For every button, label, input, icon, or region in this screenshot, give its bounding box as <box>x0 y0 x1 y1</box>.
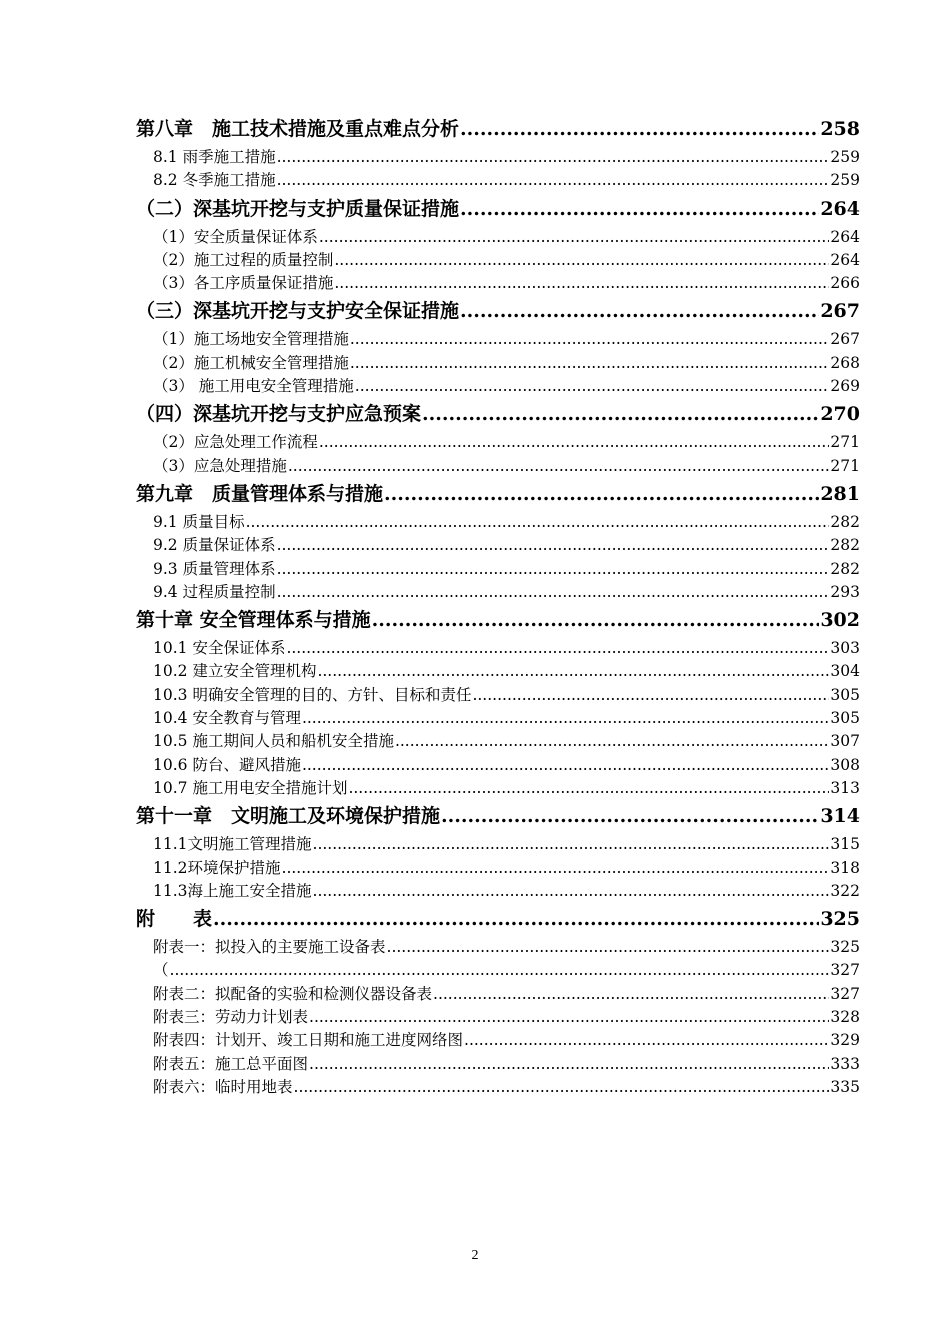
toc-section-entry[interactable] <box>136 431 860 454</box>
toc-entry-label: 10.6 防台、避风措施 <box>153 755 301 774</box>
toc-section-entry[interactable] <box>136 352 860 375</box>
toc-entry-page: 307 <box>830 732 860 751</box>
toc-section-entry[interactable] <box>136 249 860 272</box>
toc-leader-dots <box>433 983 829 1006</box>
toc-leader-dots <box>309 1006 829 1029</box>
toc-section-entry[interactable] <box>136 558 860 581</box>
toc-entry-label: 11.1文明施工管理措施 <box>153 835 312 854</box>
toc-section-entry[interactable] <box>136 684 860 707</box>
toc-entry-label: 10.3 明确安全管理的目的、方针、目标和责任 <box>153 685 472 704</box>
toc-leader-dots <box>395 730 829 753</box>
toc-leader-dots <box>170 959 830 982</box>
toc-leader-dots <box>384 478 819 511</box>
toc-entry-page: 318 <box>830 858 860 877</box>
toc-leader-dots <box>213 903 819 936</box>
toc-chapter-entry[interactable] <box>136 113 860 146</box>
toc-section-entry[interactable] <box>136 833 860 856</box>
toc-entry-page: 258 <box>820 118 860 140</box>
toc-section-entry[interactable] <box>136 637 860 660</box>
toc-entry-label: （3）各工序质量保证措施 <box>153 274 334 293</box>
toc-section-entry[interactable] <box>136 983 860 1006</box>
toc-entry-page: 329 <box>830 1031 860 1050</box>
toc-leader-dots <box>422 398 819 431</box>
toc-section-entry[interactable] <box>136 581 860 604</box>
toc-leader-dots <box>288 455 830 478</box>
toc-section-entry[interactable] <box>136 730 860 753</box>
toc-chapter-entry[interactable] <box>136 478 860 511</box>
toc-leader-dots <box>277 146 830 169</box>
toc-section-entry[interactable] <box>136 880 860 903</box>
toc-section-entry[interactable] <box>136 1029 860 1052</box>
toc-entry-page: 267 <box>820 300 860 323</box>
toc-entry-page: 335 <box>830 1077 860 1096</box>
toc-entry-label: （2）应急处理工作流程 <box>153 433 318 452</box>
toc-section-entry[interactable] <box>136 936 860 959</box>
toc-section-entry[interactable] <box>136 226 860 249</box>
toc-chapter-entry[interactable] <box>136 295 860 328</box>
toc-entry-label: （1）安全质量保证体系 <box>153 227 318 246</box>
toc-entry-page: 328 <box>830 1008 860 1027</box>
toc-entry-label: （四）深基坑开挖与支护应急预案 <box>136 403 422 426</box>
toc-section-entry[interactable] <box>136 534 860 557</box>
toc-section-entry[interactable] <box>136 959 860 982</box>
toc-section-entry[interactable] <box>136 511 860 534</box>
toc-leader-dots <box>460 193 819 226</box>
toc-entry-page: 264 <box>830 227 860 246</box>
toc-leader-dots <box>309 1053 829 1076</box>
toc-entry-page: 269 <box>830 377 860 396</box>
toc-entry-label: （二）深基坑开挖与支护质量保证措施 <box>136 197 460 220</box>
toc-chapter-entry[interactable] <box>136 903 860 936</box>
toc-section-entry[interactable] <box>136 857 860 880</box>
toc-leader-dots <box>277 169 830 192</box>
toc-leader-dots <box>246 511 830 534</box>
toc-leader-dots <box>319 431 830 454</box>
toc-entry-page: 304 <box>830 662 860 681</box>
toc-leader-dots <box>302 707 829 730</box>
toc-section-entry[interactable] <box>136 1006 860 1029</box>
toc-section-entry[interactable] <box>136 146 860 169</box>
toc-section-entry[interactable] <box>136 660 860 683</box>
toc-entry-label: 10.5 施工期间人员和船机安全措施 <box>153 732 394 751</box>
toc-leader-dots <box>460 113 819 146</box>
toc-entry-label: 11.2环境保护措施 <box>153 858 281 877</box>
toc-section-entry[interactable] <box>136 455 860 478</box>
toc-leader-dots <box>286 637 829 660</box>
toc-entry-page: 325 <box>830 938 860 957</box>
toc-chapter-entry[interactable] <box>136 800 860 833</box>
toc-entry-label: 第十一章 文明施工及环境保护措施 <box>136 805 441 828</box>
toc-entry-page: 267 <box>830 330 860 349</box>
toc-entry-label: （ <box>153 961 169 980</box>
toc-leader-dots <box>334 249 829 272</box>
table-of-contents <box>136 113 860 1099</box>
toc-section-entry[interactable] <box>136 754 860 777</box>
toc-entry-label: 10.2 建立安全管理机构 <box>153 662 317 681</box>
toc-entry-label: 第十章 安全管理体系与措施 <box>136 609 371 632</box>
toc-entry-label: 8.2 冬季施工措施 <box>153 171 276 190</box>
toc-entry-label: 8.1 雨季施工措施 <box>153 148 276 166</box>
toc-entry-page: 266 <box>830 274 860 293</box>
toc-entry-page: 333 <box>830 1054 860 1073</box>
toc-section-entry[interactable] <box>136 272 860 295</box>
toc-entry-label: 10.4 安全教育与管理 <box>153 709 301 728</box>
toc-entry-page: 302 <box>820 609 860 632</box>
toc-entry-page: 282 <box>830 559 860 578</box>
toc-leader-dots <box>313 880 830 903</box>
toc-entry-page: 308 <box>830 755 860 774</box>
toc-section-entry[interactable] <box>136 375 860 398</box>
toc-entry-label: 附表三：劳动力计划表 <box>153 1008 309 1027</box>
toc-leader-dots <box>372 604 820 637</box>
toc-chapter-entry[interactable] <box>136 604 860 637</box>
toc-leader-dots <box>350 328 830 351</box>
toc-leader-dots <box>277 581 830 604</box>
toc-leader-dots <box>460 295 819 328</box>
toc-chapter-entry[interactable] <box>136 398 860 431</box>
toc-entry-page: 322 <box>830 881 860 900</box>
toc-leader-dots <box>350 352 830 375</box>
toc-entry-label: （3） 施工用电安全管理措施 <box>153 377 354 396</box>
toc-leader-dots <box>355 375 830 398</box>
toc-entry-page: 281 <box>820 482 860 505</box>
toc-entry-page: 327 <box>830 961 860 980</box>
toc-entry-label: （2）施工过程的质量控制 <box>153 250 334 269</box>
toc-entry-label: 10.7 施工用电安全措施计划 <box>153 778 348 797</box>
toc-section-entry[interactable] <box>136 777 860 800</box>
toc-entry-label: 附表一：拟投入的主要施工设备表 <box>153 938 386 957</box>
toc-entry-label: （2）施工机械安全管理措施 <box>153 353 349 372</box>
toc-entry-label: （三）深基坑开挖与支护安全保证措施 <box>136 300 460 323</box>
toc-entry-label: 11.3海上施工安全措施 <box>153 881 312 900</box>
toc-leader-dots <box>317 660 829 683</box>
toc-leader-dots <box>441 800 819 833</box>
toc-entry-page: 259 <box>830 148 860 166</box>
toc-entry-page: 264 <box>820 197 860 220</box>
toc-section-entry[interactable] <box>136 707 860 730</box>
toc-entry-page: 303 <box>830 639 860 658</box>
toc-entry-label: 附表五：施工总平面图 <box>153 1054 309 1073</box>
toc-entry-page: 271 <box>830 456 860 475</box>
toc-section-entry[interactable] <box>136 1053 860 1076</box>
toc-entry-label: 9.1 质量目标 <box>153 512 245 531</box>
toc-entry-label: 9.3 质量管理体系 <box>153 559 276 578</box>
toc-entry-page: 268 <box>830 353 860 372</box>
toc-entry-page: 313 <box>830 778 860 797</box>
toc-leader-dots <box>282 857 830 880</box>
toc-entry-page: 271 <box>830 433 860 452</box>
toc-entry-label: 附 表 <box>136 908 213 931</box>
toc-leader-dots <box>277 534 830 557</box>
toc-entry-label: 10.1 安全保证体系 <box>153 639 286 658</box>
toc-leader-dots <box>302 754 829 777</box>
toc-leader-dots <box>334 272 829 295</box>
toc-entry-label: （1）施工场地安全管理措施 <box>153 330 349 349</box>
toc-entry-page: 325 <box>820 908 860 931</box>
toc-leader-dots <box>319 226 830 249</box>
toc-entry-page: 327 <box>830 984 860 1003</box>
toc-chapter-entry[interactable] <box>136 193 860 226</box>
toc-entry-label: 附表四：计划开、竣工日期和施工进度网络图 <box>153 1031 464 1050</box>
toc-entry-label: 9.2 质量保证体系 <box>153 536 276 555</box>
toc-entry-page: 315 <box>830 835 860 854</box>
toc-entry-page: 305 <box>830 685 860 704</box>
toc-entry-label: 第九章 质量管理体系与措施 <box>136 482 384 505</box>
toc-section-entry[interactable] <box>136 1076 860 1099</box>
toc-entry-label: 附表六：临时用地表 <box>153 1077 293 1096</box>
toc-entry-page: 270 <box>820 403 860 426</box>
toc-leader-dots <box>277 558 830 581</box>
toc-entry-page: 264 <box>830 250 860 269</box>
toc-entry-label: 第八章 施工技术措施及重点难点分析 <box>136 118 460 140</box>
toc-leader-dots <box>387 936 830 959</box>
toc-leader-dots <box>313 833 830 856</box>
toc-section-entry[interactable] <box>136 328 860 351</box>
toc-section-entry[interactable] <box>136 169 860 192</box>
toc-leader-dots <box>464 1029 829 1052</box>
toc-leader-dots <box>348 777 829 800</box>
toc-entry-page: 305 <box>830 709 860 728</box>
toc-entry-label: 附表二：拟配备的实验和检测仪器设备表 <box>153 984 433 1003</box>
page-number: 2 <box>471 1248 479 1263</box>
toc-entry-page: 259 <box>830 171 860 190</box>
toc-entry-page: 282 <box>830 512 860 531</box>
toc-leader-dots <box>294 1076 830 1099</box>
toc-entry-page: 293 <box>830 582 860 601</box>
toc-entry-page: 314 <box>820 805 860 828</box>
toc-entry-page: 282 <box>830 536 860 555</box>
toc-entry-label: （3）应急处理措施 <box>153 456 287 475</box>
toc-leader-dots <box>472 684 829 707</box>
toc-entry-label: 9.4 过程质量控制 <box>153 582 276 601</box>
